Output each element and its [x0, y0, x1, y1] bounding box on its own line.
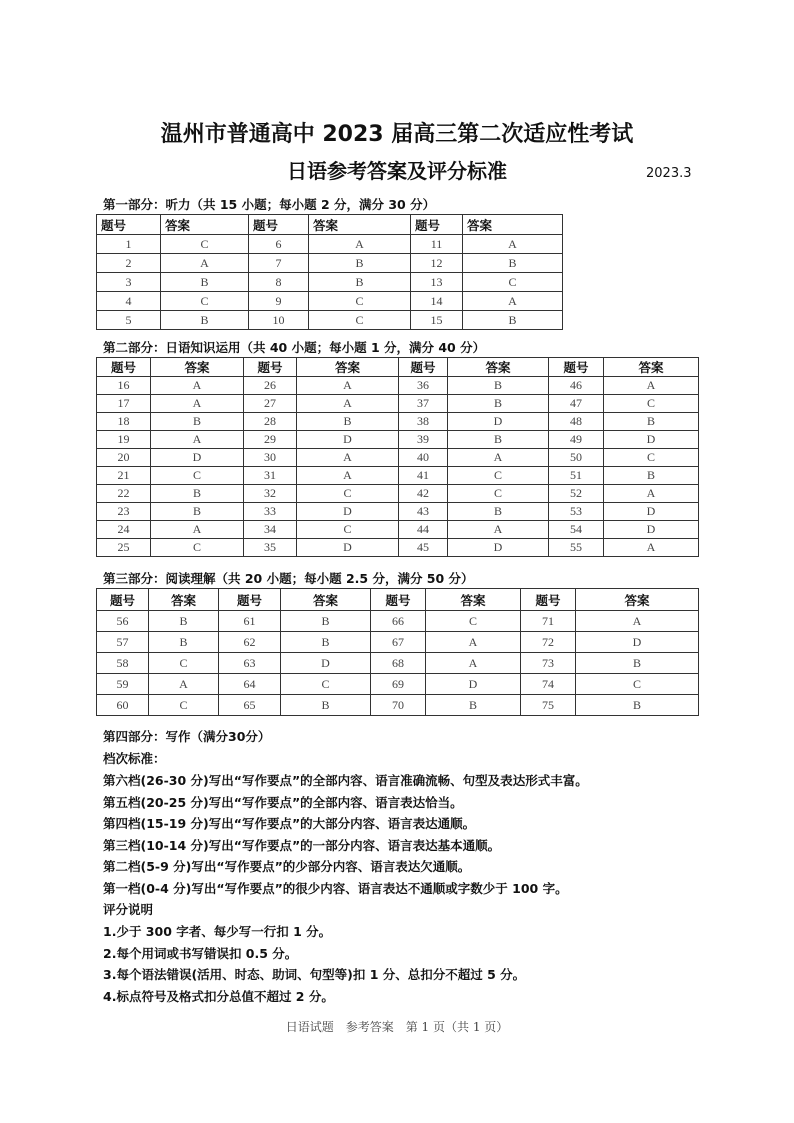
number-header: 题号 — [399, 358, 448, 377]
table-row — [97, 449, 699, 467]
answer-cell: B — [604, 413, 699, 431]
table-header-row — [97, 358, 699, 377]
answer-cell: A — [604, 539, 699, 557]
table-row — [97, 632, 699, 653]
table-header-row — [97, 589, 699, 611]
part2-answer-table — [96, 357, 699, 557]
answer-cell: B — [149, 611, 219, 632]
answer-header: 答案 — [281, 589, 371, 611]
table-row — [97, 695, 699, 716]
question-number: 56 — [97, 611, 149, 632]
document-date: 2023.3 — [646, 166, 692, 181]
question-number: 59 — [97, 674, 149, 695]
answer-cell: A — [604, 377, 699, 395]
answer-cell: D — [297, 539, 399, 557]
question-number: 48 — [549, 413, 604, 431]
answer-cell: B — [151, 413, 244, 431]
scoring-note: 3.每个语法错误(活用、时态、助词、句型等)扣 1 分、总扣分不超过 5 分。 — [103, 967, 526, 983]
question-number: 17 — [97, 395, 151, 413]
question-number: 69 — [371, 674, 426, 695]
answer-header: 答案 — [309, 215, 411, 235]
question-number: 75 — [521, 695, 576, 716]
answer-header: 答案 — [149, 589, 219, 611]
criteria-line: 第四档(15-19 分)写出“写作要点”的大部分内容、语言表达通顺。 — [103, 816, 476, 832]
answer-cell: B — [309, 254, 411, 273]
answer-cell: C — [576, 674, 699, 695]
answer-cell: A — [448, 521, 549, 539]
question-number: 15 — [411, 311, 463, 330]
question-number: 47 — [549, 395, 604, 413]
question-number: 41 — [399, 467, 448, 485]
answer-cell: C — [149, 695, 219, 716]
question-number: 32 — [244, 485, 297, 503]
question-number: 43 — [399, 503, 448, 521]
answer-header: 答案 — [448, 358, 549, 377]
question-number: 39 — [399, 431, 448, 449]
table-row — [97, 311, 563, 330]
question-number: 30 — [244, 449, 297, 467]
answer-cell: C — [297, 485, 399, 503]
question-number: 73 — [521, 653, 576, 674]
part2-heading: 第二部分：日语知识运用（共 40 小题；每小题 1 分，满分 40 分） — [103, 340, 486, 355]
answer-cell: B — [151, 503, 244, 521]
answer-cell: D — [604, 521, 699, 539]
answer-header: 答案 — [576, 589, 699, 611]
table-row — [97, 485, 699, 503]
answer-cell: A — [151, 377, 244, 395]
answer-cell: A — [297, 467, 399, 485]
question-number: 8 — [249, 273, 309, 292]
answer-cell: B — [448, 377, 549, 395]
criteria-line: 第一档(0-4 分)写出“写作要点”的很少内容、语言表达不通顺或字数少于 100 字。 — [103, 881, 568, 896]
answer-header: 答案 — [297, 358, 399, 377]
question-number: 60 — [97, 695, 149, 716]
answer-header: 答案 — [463, 215, 563, 235]
answer-cell: C — [309, 292, 411, 311]
table-row — [97, 254, 563, 273]
answer-header: 答案 — [151, 358, 244, 377]
question-number: 4 — [97, 292, 161, 311]
page-footer: 日语试题 参考答案 第 1 页（共 1 页） — [285, 1020, 509, 1034]
table-row — [97, 377, 699, 395]
answer-cell: A — [151, 521, 244, 539]
answer-cell: B — [463, 311, 563, 330]
question-number: 36 — [399, 377, 448, 395]
answer-header: 答案 — [426, 589, 521, 611]
question-number: 51 — [549, 467, 604, 485]
number-header: 题号 — [249, 215, 309, 235]
table-row — [97, 292, 563, 311]
answer-cell: C — [151, 467, 244, 485]
answer-cell: D — [604, 503, 699, 521]
question-number: 23 — [97, 503, 151, 521]
answer-cell: A — [161, 254, 249, 273]
table-row — [97, 395, 699, 413]
question-number: 66 — [371, 611, 426, 632]
question-number: 38 — [399, 413, 448, 431]
question-number: 64 — [219, 674, 281, 695]
answer-cell: D — [426, 674, 521, 695]
question-number: 40 — [399, 449, 448, 467]
number-header: 题号 — [371, 589, 426, 611]
question-number: 45 — [399, 539, 448, 557]
answer-cell: D — [281, 653, 371, 674]
question-number: 29 — [244, 431, 297, 449]
question-number: 18 — [97, 413, 151, 431]
answer-cell: C — [604, 395, 699, 413]
table-row — [97, 467, 699, 485]
question-number: 22 — [97, 485, 151, 503]
answer-cell: C — [448, 467, 549, 485]
answer-cell: B — [149, 632, 219, 653]
question-number: 19 — [97, 431, 151, 449]
answer-cell: D — [448, 413, 549, 431]
part1-answer-table — [96, 214, 563, 330]
question-number: 9 — [249, 292, 309, 311]
answer-cell: B — [448, 503, 549, 521]
answer-cell: D — [297, 431, 399, 449]
question-number: 46 — [549, 377, 604, 395]
answer-cell: B — [448, 431, 549, 449]
table-row — [97, 653, 699, 674]
answer-cell: B — [309, 273, 411, 292]
answer-cell: D — [297, 503, 399, 521]
question-number: 3 — [97, 273, 161, 292]
table-row — [97, 235, 563, 254]
question-number: 13 — [411, 273, 463, 292]
question-number: 28 — [244, 413, 297, 431]
question-number: 7 — [249, 254, 309, 273]
answer-cell: B — [297, 413, 399, 431]
question-number: 52 — [549, 485, 604, 503]
question-number: 53 — [549, 503, 604, 521]
question-number: 70 — [371, 695, 426, 716]
question-number: 24 — [97, 521, 151, 539]
question-number: 6 — [249, 235, 309, 254]
table-row — [97, 539, 699, 557]
answer-cell: A — [576, 611, 699, 632]
answer-cell: A — [149, 674, 219, 695]
question-number: 50 — [549, 449, 604, 467]
document-subtitle: 日语参考答案及评分标准 — [287, 159, 507, 183]
criteria-line: 第六档(26-30 分)写出“写作要点”的全部内容、语言准确流畅、句型及表达形式丰富。 — [103, 773, 588, 788]
answer-cell: C — [281, 674, 371, 695]
answer-cell: B — [161, 311, 249, 330]
answer-cell: A — [151, 431, 244, 449]
number-header: 题号 — [411, 215, 463, 235]
answer-cell: B — [448, 395, 549, 413]
answer-cell: B — [281, 611, 371, 632]
question-number: 68 — [371, 653, 426, 674]
question-number: 35 — [244, 539, 297, 557]
answer-cell: A — [309, 235, 411, 254]
question-number: 44 — [399, 521, 448, 539]
table-row — [97, 674, 699, 695]
answer-cell: C — [149, 653, 219, 674]
number-header: 题号 — [97, 358, 151, 377]
question-number: 34 — [244, 521, 297, 539]
scoring-note: 4.标点符号及格式扣分总值不超过 2 分。 — [103, 988, 334, 1004]
question-number: 26 — [244, 377, 297, 395]
answer-cell: C — [309, 311, 411, 330]
answer-cell: B — [576, 653, 699, 674]
answer-cell: A — [297, 377, 399, 395]
criteria-line: 第二档(5-9 分)写出“写作要点”的少部分内容、语言表达欠通顺。 — [103, 859, 471, 875]
question-number: 31 — [244, 467, 297, 485]
answer-cell: D — [576, 632, 699, 653]
answer-header: 答案 — [161, 215, 249, 235]
criteria-line: 第五档(20-25 分)写出“写作要点”的全部内容、语言表达恰当。 — [103, 794, 463, 810]
question-number: 14 — [411, 292, 463, 311]
answer-cell: C — [463, 273, 563, 292]
answer-cell: C — [426, 611, 521, 632]
answer-cell: A — [463, 235, 563, 254]
answer-cell: D — [151, 449, 244, 467]
part3-heading: 第三部分：阅读理解（共 20 小题；每小题 2.5 分，满分 50 分） — [103, 571, 474, 586]
number-header: 题号 — [244, 358, 297, 377]
answer-cell: D — [448, 539, 549, 557]
answer-cell: B — [604, 467, 699, 485]
question-number: 1 — [97, 235, 161, 254]
question-number: 58 — [97, 653, 149, 674]
answer-cell: B — [161, 273, 249, 292]
answer-cell: A — [151, 395, 244, 413]
question-number: 21 — [97, 467, 151, 485]
question-number: 20 — [97, 449, 151, 467]
answer-header: 答案 — [604, 358, 699, 377]
answer-cell: C — [448, 485, 549, 503]
criteria-line: 第三档(10-14 分)写出“写作要点”的一部分内容、语言表达基本通顺。 — [103, 837, 501, 853]
question-number: 61 — [219, 611, 281, 632]
criteria-title: 档次标准： — [103, 751, 166, 766]
question-number: 11 — [411, 235, 463, 254]
answer-cell: A — [448, 449, 549, 467]
table-row — [97, 503, 699, 521]
answer-cell: C — [161, 235, 249, 254]
question-number: 37 — [399, 395, 448, 413]
answer-cell: A — [463, 292, 563, 311]
answer-cell: A — [426, 653, 521, 674]
answer-cell: B — [426, 695, 521, 716]
table-row — [97, 413, 699, 431]
table-row — [97, 431, 699, 449]
question-number: 55 — [549, 539, 604, 557]
question-number: 62 — [219, 632, 281, 653]
question-number: 54 — [549, 521, 604, 539]
question-number: 5 — [97, 311, 161, 330]
answer-cell: C — [604, 449, 699, 467]
scoring-note: 2.每个用词或书写错误扣 0.5 分。 — [103, 945, 298, 961]
question-number: 33 — [244, 503, 297, 521]
part4-heading: 第四部分：写作（满分30分） — [103, 729, 271, 744]
answer-cell: D — [604, 431, 699, 449]
question-number: 57 — [97, 632, 149, 653]
answer-cell: A — [604, 485, 699, 503]
question-number: 74 — [521, 674, 576, 695]
answer-cell: B — [576, 695, 699, 716]
question-number: 27 — [244, 395, 297, 413]
answer-cell: A — [297, 395, 399, 413]
answer-cell: B — [281, 632, 371, 653]
question-number: 16 — [97, 377, 151, 395]
question-number: 25 — [97, 539, 151, 557]
number-header: 题号 — [97, 215, 161, 235]
notes-title: 评分说明 — [103, 902, 154, 917]
answer-cell: A — [426, 632, 521, 653]
answer-cell: C — [151, 539, 244, 557]
question-number: 42 — [399, 485, 448, 503]
question-number: 10 — [249, 311, 309, 330]
question-number: 67 — [371, 632, 426, 653]
number-header: 题号 — [219, 589, 281, 611]
question-number: 65 — [219, 695, 281, 716]
question-number: 71 — [521, 611, 576, 632]
question-number: 12 — [411, 254, 463, 273]
answer-cell: C — [161, 292, 249, 311]
answer-cell: C — [297, 521, 399, 539]
answer-cell: B — [281, 695, 371, 716]
question-number: 2 — [97, 254, 161, 273]
table-header-row — [97, 215, 563, 235]
answer-cell: B — [151, 485, 244, 503]
answer-cell: A — [297, 449, 399, 467]
table-row — [97, 611, 699, 632]
number-header: 题号 — [549, 358, 604, 377]
part1-heading: 第一部分：听力（共 15 小题；每小题 2 分，满分 30 分） — [103, 197, 436, 212]
table-row — [97, 521, 699, 539]
question-number: 49 — [549, 431, 604, 449]
part3-answer-table — [96, 588, 699, 716]
number-header: 题号 — [97, 589, 149, 611]
question-number: 63 — [219, 653, 281, 674]
document-title: 温州市普通高中 2023 届高三第二次适应性考试 — [160, 122, 634, 147]
scoring-note: 1.少于 300 字者、每少写一行扣 1 分。 — [103, 924, 332, 939]
answer-cell: B — [463, 254, 563, 273]
table-row — [97, 273, 563, 292]
number-header: 题号 — [521, 589, 576, 611]
question-number: 72 — [521, 632, 576, 653]
